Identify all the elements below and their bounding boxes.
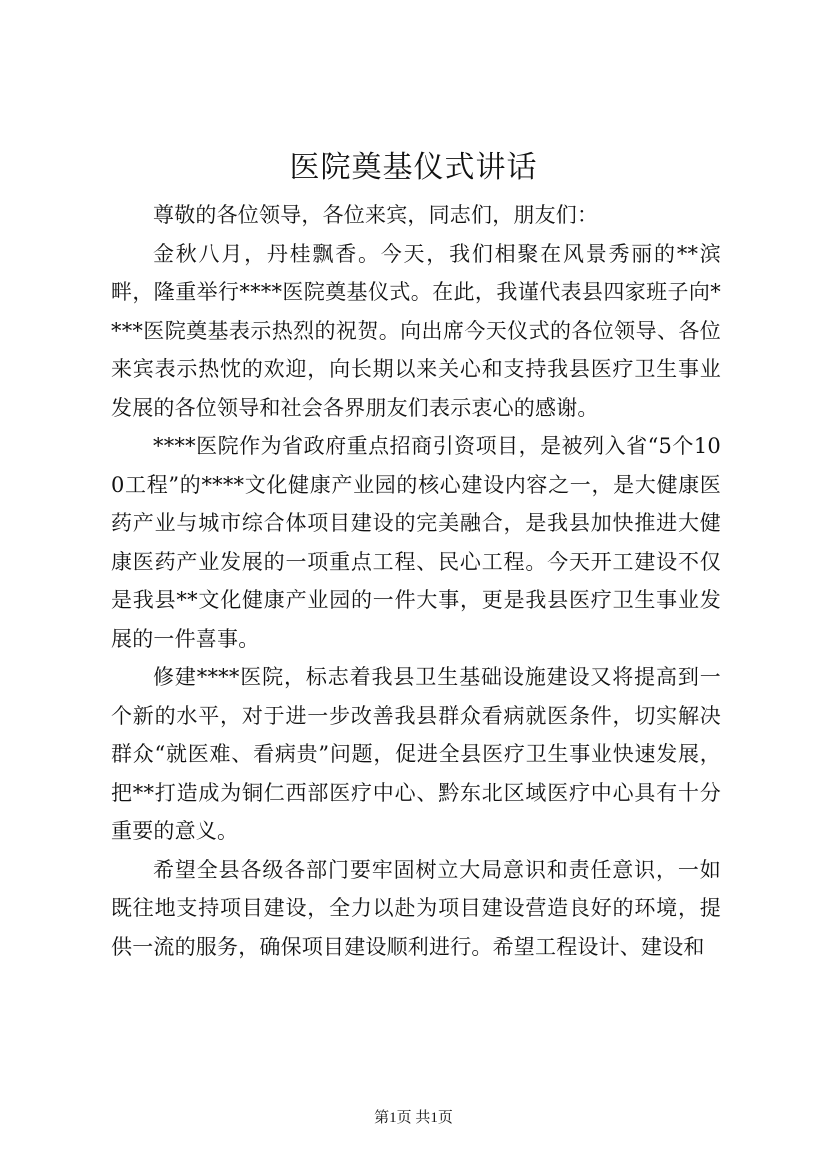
document-body — [111, 196, 721, 966]
paragraph-significance: 修建****医院，标志着我县卫生基础设施建设又将提高到一个新的水平，对于进一步改善我县群众看病就医条件，切实解决群众“就医难、看病贵”问题，促进全县医疗卫生事业快速发展，把**打造成为铜仁西部医疗中心、黔东北区域医疗中心具有十分重要的意义。 — [111, 665, 721, 843]
page-footer: 第1页 共1页 — [374, 1110, 453, 1126]
paragraph-project-intro: ****医院作为省政府重点招商引资项目，是被列入省“5个100工程”的****文化健康产业园的核心建设内容之一，是大健康医药产业与城市综合体项目建设的完美融合，是我县加快推进大健康医药产业发展的一项重点工程、民心工程。今天开工建设不仅是我县**文化健康产业园的一件大事，更是我县医疗卫生事业发展的一件喜事。 — [111, 434, 721, 651]
paragraph-hopes: 希望全县各级各部门要牢固树立大局意识和责任意识，一如既往地支持项目建设，全力以赴为项目建设营造良好的环境，提供一流的服务，确保项目建设顺利进行。希望工程设计、建设和 — [111, 857, 721, 959]
paragraph-opening: 金秋八月，丹桂飘香。今天，我们相聚在风景秀丽的**滨畔，隆重举行****医院奠基仪式。在此，我谨代表县四家班子向****医院奠基表示热烈的祝贺。向出席今天仪式的各位领导、各位来宾表示热忱的欢迎，向长期以来关心和支持我县医疗卫生事业发展的各位领导和社会各界朋友们表示衷心的感谢。 — [111, 241, 721, 420]
paragraph-greeting: 尊敬的各位领导，各位来宾，同志们，朋友们： — [153, 203, 599, 227]
document-title: 医院奠基仪式讲话 — [289, 150, 538, 185]
